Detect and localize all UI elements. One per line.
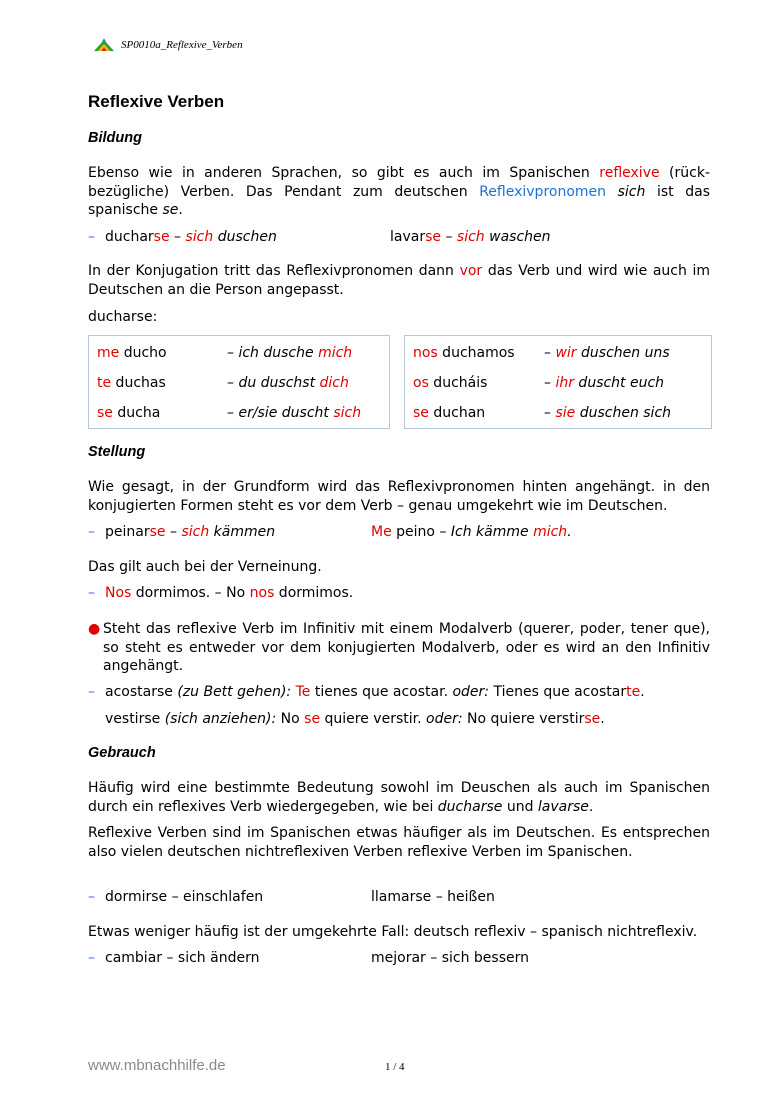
example-lavarse: lavarse – sich waschen: [390, 229, 551, 245]
example-row: [88, 584, 710, 602]
section-heading-bildung: Bildung: [88, 130, 142, 146]
page-title: Reflexive Verben: [88, 92, 225, 111]
paragraph-haeufiger: Reflexive Verben sind im Spanischen etwas häufiger als im Deutschen. Es entsprechen also vielen deutschen nichtreflexiven Verben reflexive Verben im Spanischen.: [88, 825, 710, 860]
table-row: te duchas – du duschst dich: [97, 375, 349, 391]
example-llamarse: llamarse – heißen: [371, 889, 495, 905]
list-dash: –: [88, 889, 95, 905]
example-row: [88, 228, 710, 246]
bullet-point-modalverb: [88, 620, 710, 676]
list-dash: –: [88, 684, 95, 700]
page-number: 1 / 4: [385, 1061, 405, 1073]
example-acostarse: acostarse (zu Bett gehen): Te tienes que acostar. oder: Tienes que acostarte.: [105, 684, 645, 700]
example-vestirse: vestirse (sich anziehen): No se quiere verstir. oder: No quiere verstirse.: [105, 711, 605, 727]
table-row: me ducho – ich dusche mich: [97, 345, 353, 361]
paragraph-umgekehrt: Etwas weniger häufig ist der umgekehrte Fall: deutsch reflexiv – spanisch nichtreflexiv.: [88, 924, 698, 940]
example-me-peino: Me peino – Ich kämme mich.: [371, 524, 572, 540]
footer-url: www.mbnachhilfe.de: [88, 1057, 226, 1074]
conjugation-table-singular: [88, 335, 390, 429]
section-heading-stellung: Stellung: [88, 444, 146, 460]
table-row: nos duchamos – wir duschen uns: [413, 345, 670, 361]
example-row: [88, 523, 710, 541]
example-cambiar: cambiar – sich ändern: [105, 950, 260, 966]
paragraph-verneinung: Das gilt auch bei der Verneinung.: [88, 559, 322, 575]
bullet-text: Steht das reflexive Verb im Infinitiv mit einem Modalverb (querer, poder, tener que), so steht es entweder vor dem konjugierten Modalverb, oder es wird an den Infinitiv angehängt.: [103, 621, 710, 675]
section-heading-gebrauch: Gebrauch: [88, 745, 156, 761]
page-header: [93, 37, 243, 53]
paragraph-konjugation: In der Konjugation tritt das Reflexivpronomen dann vor das Verb und wird wie auch im Deutschen an die Person angepasst.: [88, 263, 710, 298]
example-dormirse: dormirse – einschlafen: [105, 889, 264, 905]
list-dash: –: [88, 950, 95, 966]
example-ducharse: ducharse – sich duschen: [105, 229, 277, 245]
paragraph-grundform: Wie gesagt, in der Grundform wird das Reflexivpronomen hinten angehängt. in den konjugierten Formen steht es vor dem Verb – genau umgekehrt wie im Deutschen.: [88, 479, 710, 514]
document-id: SP0010a_Reflexive_Verben: [121, 39, 243, 51]
paragraph-intro: Ebenso wie in anderen Sprachen, so gibt es auch im Spanischen reflexive (rück-bezügliche) Verben. Das Pendant zum deutschen Reflexivpronomen sich ist das spanische se.: [88, 165, 710, 219]
example-row: [88, 949, 710, 967]
example-negation: Nos dormimos. – No nos dormimos.: [105, 585, 354, 601]
list-dash: –: [88, 524, 95, 540]
paragraph-ducharse-label: ducharse:: [88, 309, 158, 325]
example-row: [88, 710, 710, 728]
table-row: se ducha – er/sie duscht sich: [97, 405, 362, 421]
conjugation-table-plural: [404, 335, 712, 429]
example-row: [88, 888, 710, 906]
example-peinarse: peinarse – sich kämmen: [105, 524, 276, 540]
list-dash: –: [88, 229, 95, 245]
bullet-icon: ●: [88, 621, 101, 637]
list-dash: –: [88, 585, 95, 601]
table-row: os ducháis – ihr duscht euch: [413, 375, 665, 391]
example-mejorar: mejorar – sich bessern: [371, 950, 529, 966]
example-row: [88, 683, 710, 701]
paragraph-bedeutung: Häufig wird eine bestimmte Bedeutung sowohl im Deuschen als auch im Spanischen durch ein reflexives Verb wiedergegeben, wie bei ducharse und lavarse.: [88, 780, 710, 815]
table-row: se duchan – sie duschen sich: [413, 405, 672, 421]
mbnachhilfe-logo-icon: [93, 37, 115, 53]
